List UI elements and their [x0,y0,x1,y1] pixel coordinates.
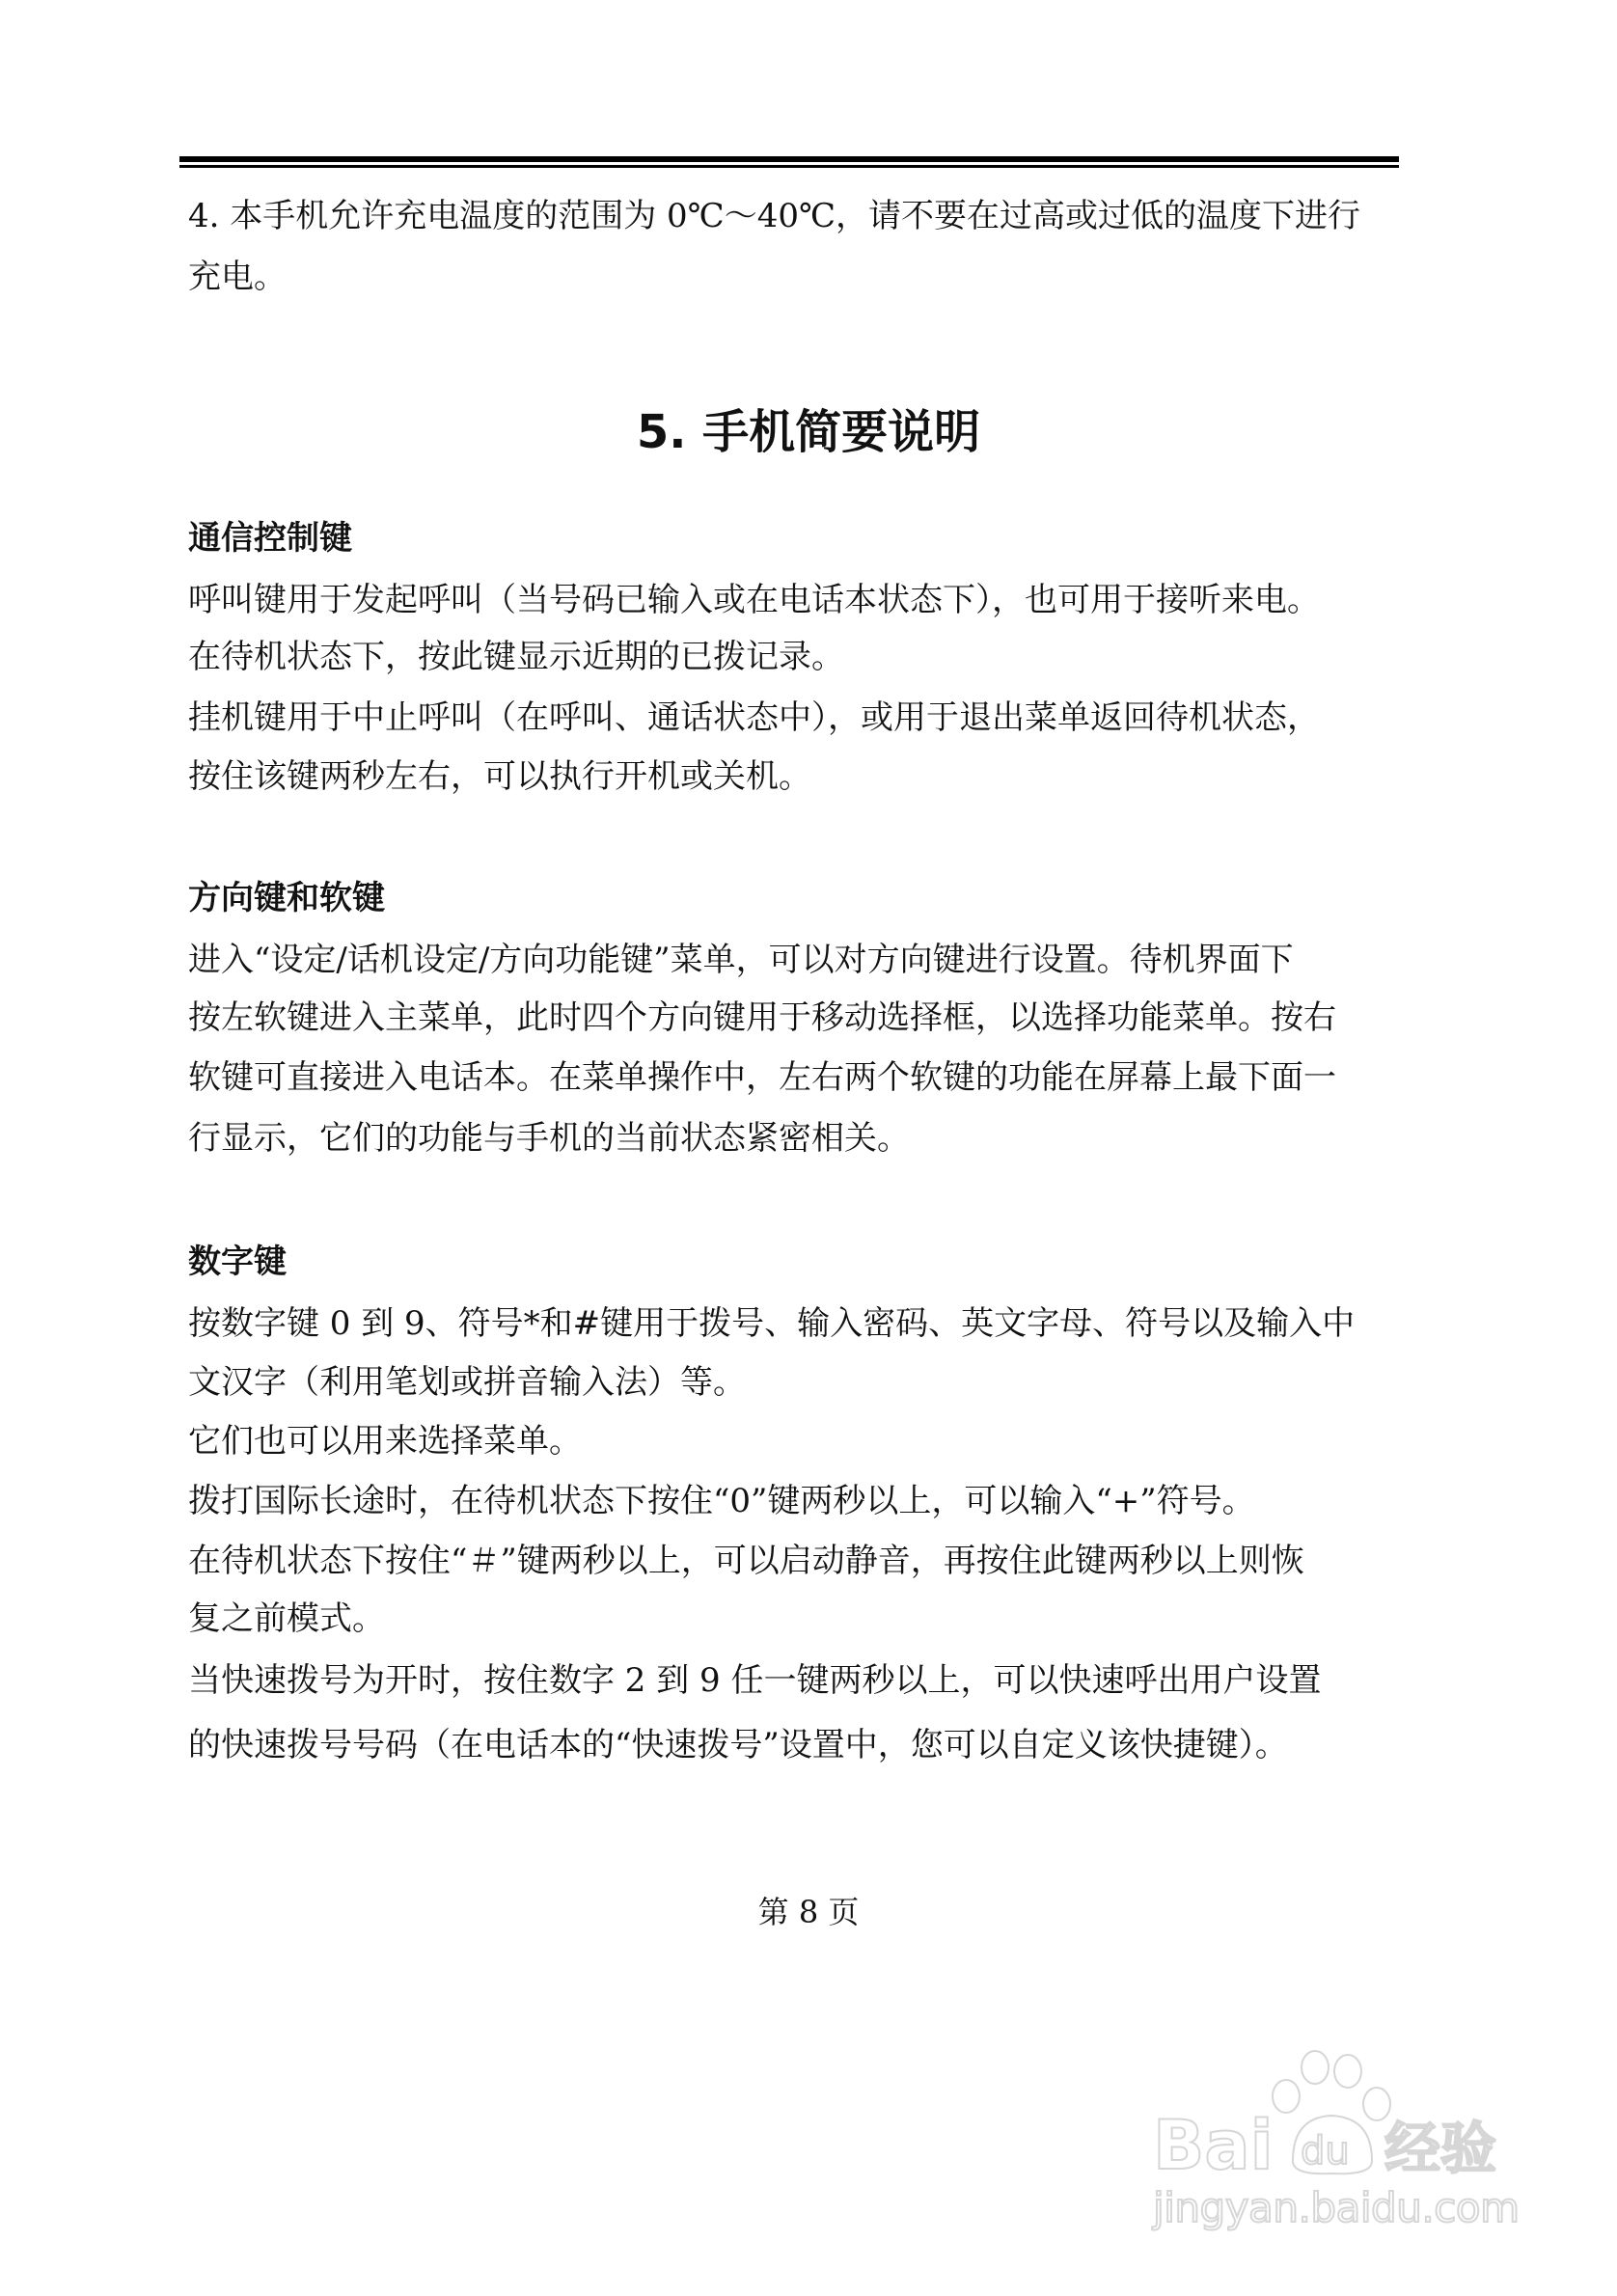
svg-text:jingyan.baidu.com: jingyan.baidu.com [1153,2184,1520,2231]
paragraph-line: 按左软键进入主菜单，此时四个方向键用于移动选择框，以选择功能菜单。按右 [188,998,1336,1037]
baidu-jingyan-watermark-logo [1148,2050,1524,2233]
paragraph-line: 行显示，它们的功能与手机的当前状态紧密相关。 [188,1119,910,1158]
paragraph-line: 在待机状态下，按此键显示近期的已拨记录。 [188,638,844,676]
svg-text:du: du [1301,2129,1350,2173]
heading-number-keys: 数字键 [188,1243,287,1281]
paragraph-line: 它们也可以用来选择菜单。 [188,1422,582,1461]
svg-text:经验: 经验 [1384,2116,1497,2181]
paragraph-line: 当快速拨号为开时，按住数字 2 到 9 任一键两秒以上，可以快速呼出用户设置 [188,1661,1322,1700]
paragraph-line: 进入“设定/话机设定/方向功能键”菜单，可以对方向键进行设置。待机界面下 [188,941,1294,979]
paragraph-line: 呼叫键用于发起呼叫（当号码已输入或在电话本状态下），也可用于接听来电。 [188,581,1320,619]
paragraph-line: 按数字键 0 到 9、符号*和#键用于拨号、输入密码、英文字母、符号以及输入中 [188,1304,1356,1343]
header-rule-thick [179,156,1399,162]
section-title: 5. 手机简要说明 [636,405,981,459]
intro-line: 4. 本手机允许充电温度的范围为 0℃～40℃，请不要在过高或过低的温度下进行 [188,197,1361,235]
paragraph-line: 的快速拨号号码（在电话本的“快速拨号”设置中，您可以自定义该快捷键）。 [188,1726,1288,1764]
paragraph-line: 文汉字（利用笔划或拼音输入法）等。 [188,1363,746,1402]
intro-line: 充电。 [188,258,287,296]
header-rule-thin [179,165,1399,168]
heading-call-keys: 通信控制键 [188,519,352,558]
paragraph-line: 软键可直接进入电话本。在菜单操作中，左右两个软键的功能在屏幕上最下面一 [188,1058,1336,1097]
paragraph-line: 挂机键用于中止呼叫（在呼叫、通话状态中），或用于退出菜单返回待机状态， [188,698,1320,737]
svg-text:Bai: Bai [1153,2106,1274,2185]
heading-nav-soft-keys: 方向键和软键 [188,879,385,917]
paragraph-line: 在待机状态下按住“＃”键两秒以上，可以启动静音，再按住此键两秒以上则恢 [188,1542,1304,1580]
page-number: 第 8 页 [757,1894,860,1930]
paragraph-line: 按住该键两秒左右，可以执行开机或关机。 [188,757,811,796]
paragraph-line: 拨打国际长途时，在待机状态下按住“0”键两秒以上，可以输入“+”符号。 [188,1482,1255,1520]
paragraph-line: 复之前模式。 [188,1599,385,1638]
